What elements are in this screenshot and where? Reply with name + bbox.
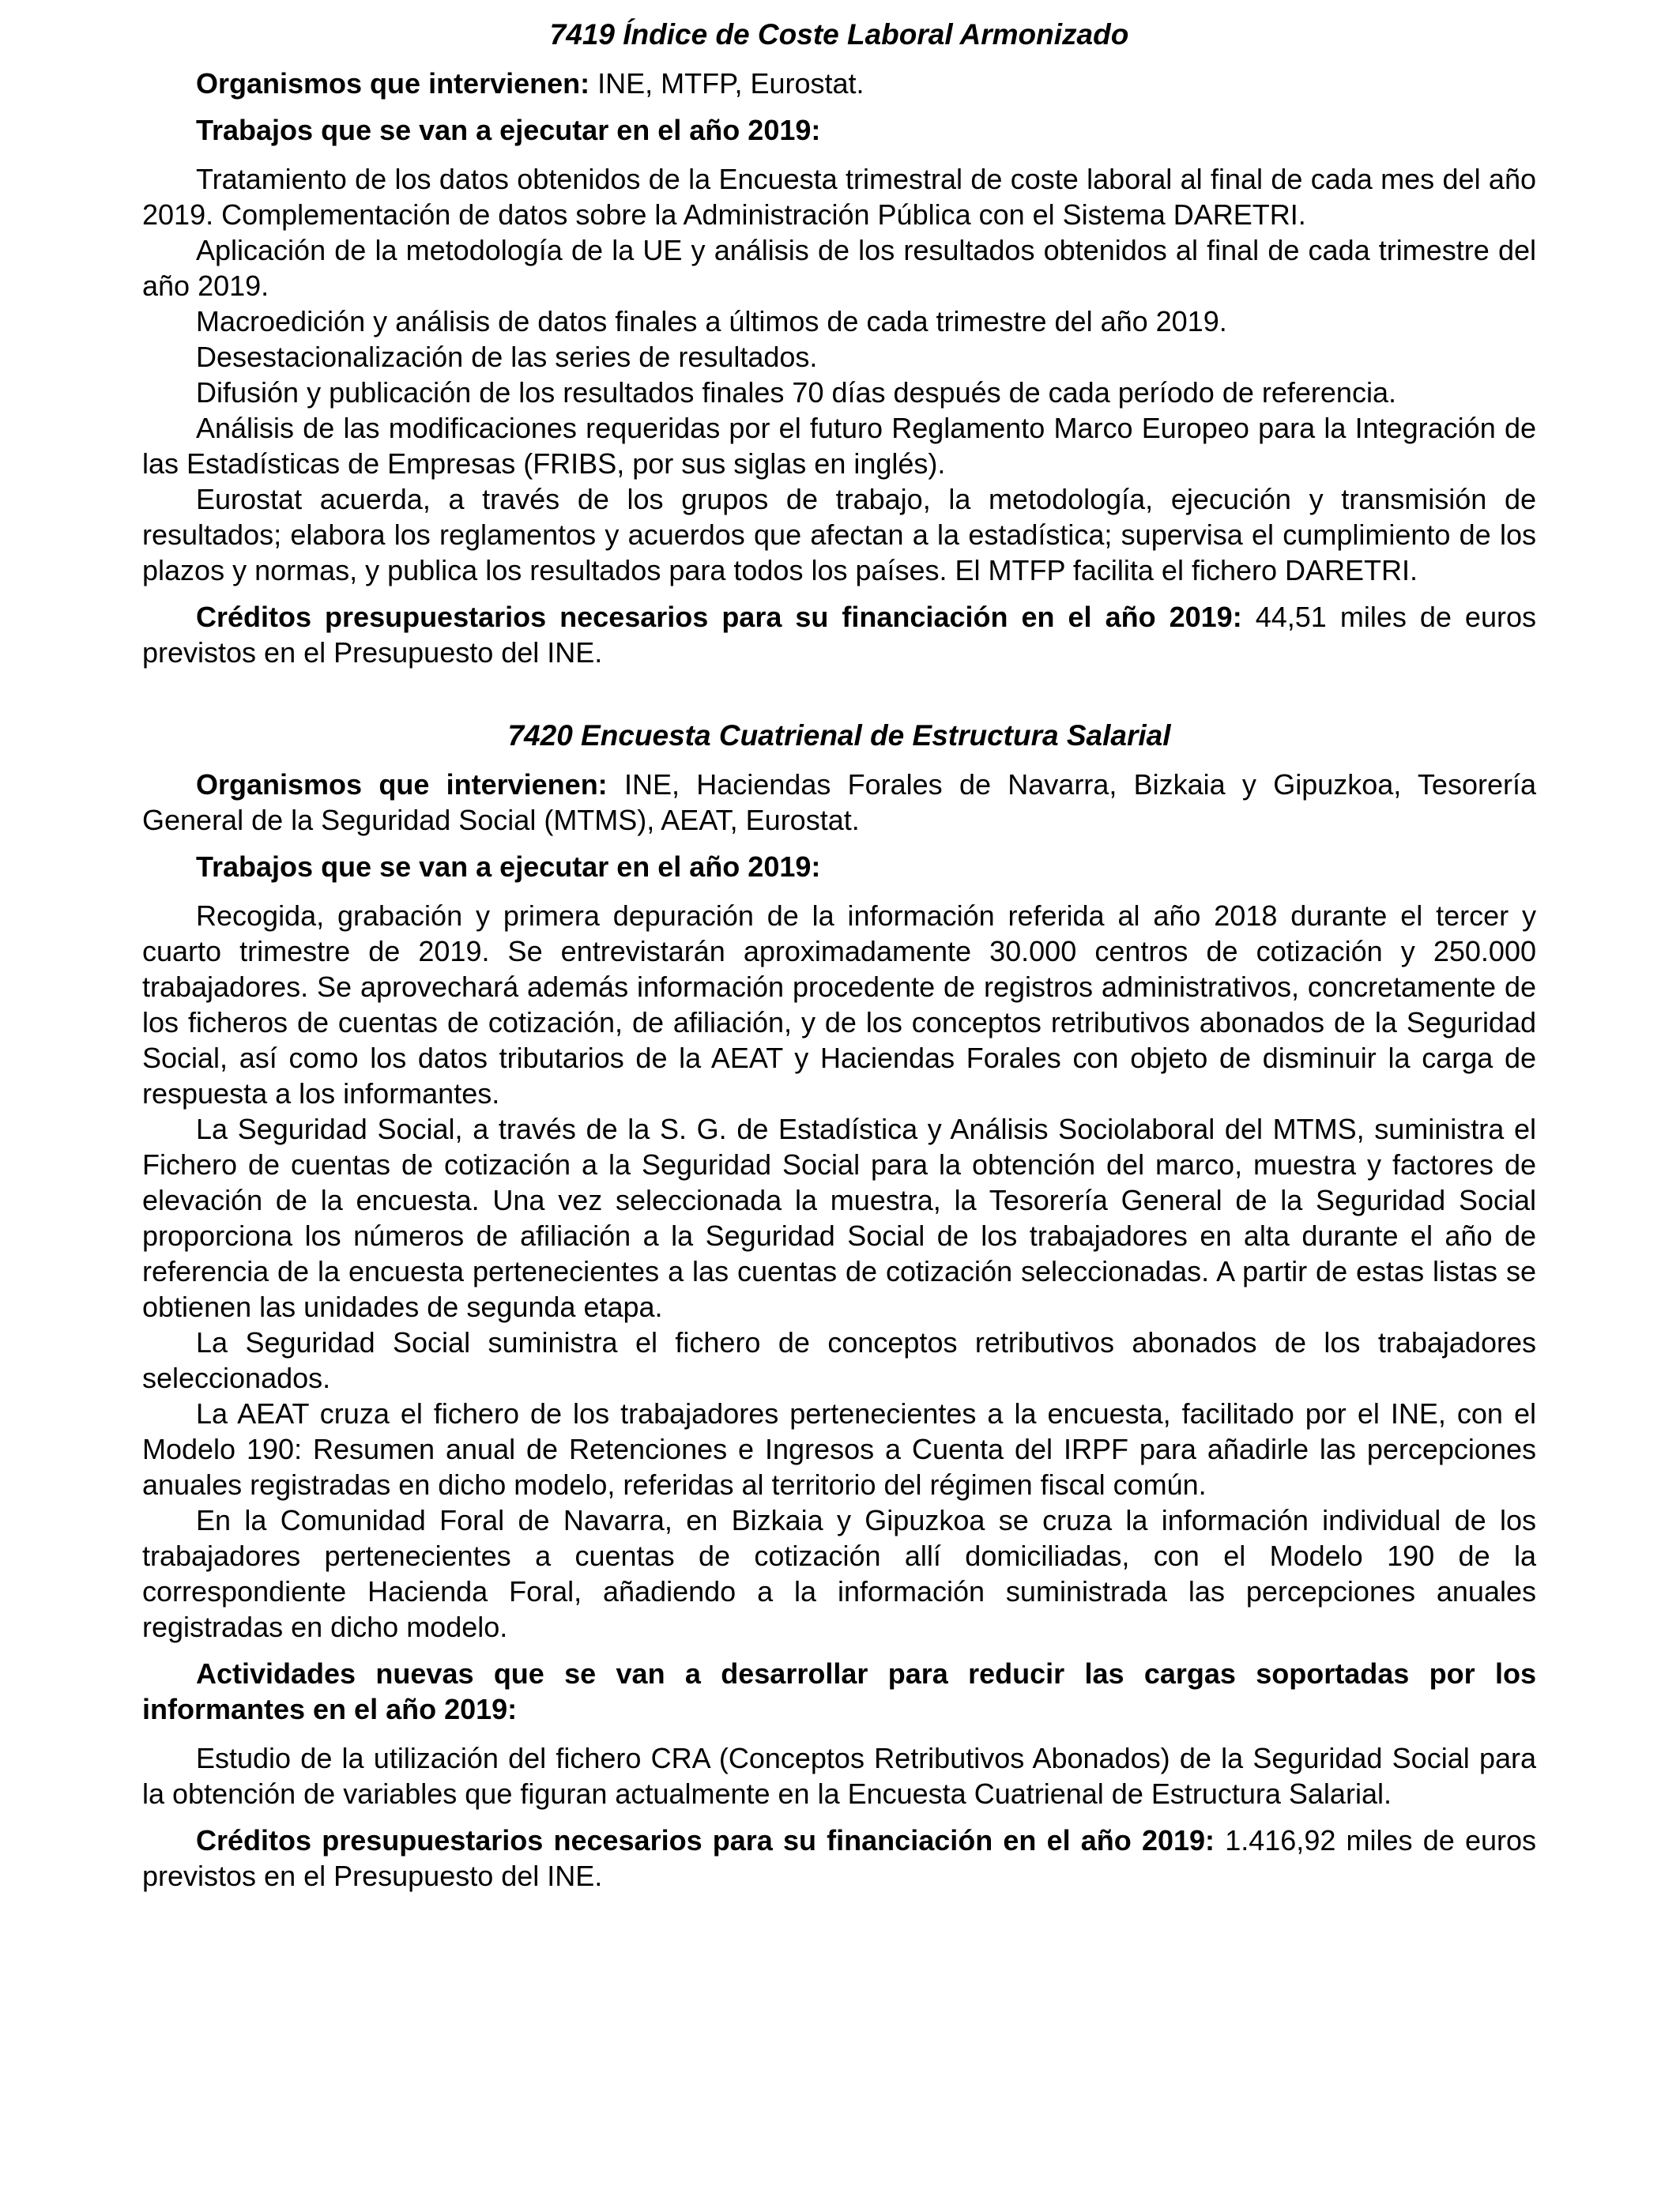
- actividades-paragraph: Estudio de la utilización del fichero CRA (Conceptos Retributivos Abonados) de la Seguridad Social para la obtención de variables que figuran actualmente en la Encuesta Cuatrienal de Estructura Salarial.: [142, 1742, 1536, 1810]
- creditos-paragraph: [142, 599, 1536, 670]
- body-paragraph: Desestacionalización de las series de resultados.: [196, 341, 818, 373]
- creditos-paragraph: [142, 1823, 1536, 1894]
- actividades-heading-text: Actividades nuevas que se van a desarrollar para reducir las cargas soportadas por los informantes en el año 2019:: [142, 1657, 1536, 1725]
- creditos-label: Créditos presupuestarios necesarios para su financiación en el año 2019:: [196, 601, 1242, 633]
- creditos-label: Créditos presupuestarios necesarios para su financiación en el año 2019:: [196, 1824, 1215, 1857]
- body-paragraph: Difusión y publicación de los resultados finales 70 días después de cada período de referencia.: [196, 376, 1396, 409]
- trabajos-heading: [142, 849, 1536, 884]
- body-paragraph: Aplicación de la metodología de la UE y análisis de los resultados obtenidos al final de cada trimestre del año 2019.: [142, 234, 1536, 302]
- body-paragraph: En la Comunidad Foral de Navarra, en Bizkaia y Gipuzkoa se cruza la información individual de los trabajadores pertenecientes a cuentas de cotización allí domiciliadas, con el Modelo 190 de la correspondiente Hacienda Foral, añadiendo a la información suministrada las percepciones anuales registradas en dicho modelo.: [142, 1504, 1536, 1643]
- trabajos-heading-text: Trabajos que se van a ejecutar en el año 2019:: [196, 114, 821, 146]
- body-paragraph: Recogida, grabación y primera depuración de la información referida al año 2018 durante el tercer y cuarto trimestre de 2019. Se entrevistarán aproximadamente 30.000 centros de cotización y 250.000 trabajadores. Se aprovechará además información procedente de registros administrativos, concretamente de los ficheros de cuentas de cotización, de afiliación, y de los conceptos retributivos abonados de la Seguridad Social, así como los datos tributarios de la AEAT y Haciendas Forales con objeto de disminuir la carga de respuesta a los informantes.: [142, 899, 1536, 1110]
- body-paragraph: Eurostat acuerda, a través de los grupos de trabajo, la metodología, ejecución y transmisión de resultados; elabora los reglamentos y acuerdos que afectan a la estadística; supervisa el cumplimiento de los plazos y normas, y publica los resultados para todos los países. El MTFP facilita el fichero DARETRI.: [142, 483, 1536, 586]
- body-paragraph: Macroedición y análisis de datos finales a últimos de cada trimestre del año 2019.: [196, 305, 1227, 337]
- body-paragraph: Análisis de las modificaciones requeridas por el futuro Reglamento Marco Europeo para la Integración de las Estadísticas de Empresas (FRIBS, por sus siglas en inglés).: [142, 412, 1536, 480]
- organismos-value: INE, MTFP, Eurostat.: [590, 67, 864, 100]
- body-paragraph: Tratamiento de los datos obtenidos de la Encuesta trimestral de coste laboral al final de cada mes del año 2019. Complementación de datos sobre la Administración Pública con el Sistema DARETRI.: [142, 163, 1536, 231]
- organismos-value: INE, Haciendas Forales de Navarra, Bizkaia y Gipuzkoa, Tesorería General de la Seguridad Social (MTMS), AEAT, Eurostat.: [142, 768, 1536, 836]
- organismos-paragraph: [142, 767, 1536, 838]
- actividades-heading: [142, 1656, 1536, 1727]
- section-7420: [142, 718, 1536, 1894]
- trabajos-heading: [142, 112, 1536, 148]
- body-paragraph: La AEAT cruza el fichero de los trabajadores pertenecientes a la encuesta, facilitado por el INE, con el Modelo 190: Resumen anual de Retenciones e Ingresos a Cuenta del IRPF para añadirle las percepciones anuales registradas en dicho modelo, referidas al territorio del régimen fiscal común.: [142, 1397, 1536, 1501]
- body-paragraph: La Seguridad Social suministra el fichero de conceptos retributivos abonados de los trabajadores seleccionados.: [142, 1326, 1536, 1394]
- organismos-paragraph: [142, 66, 1536, 101]
- section-7419: [142, 0, 1536, 670]
- body-paragraph: La Seguridad Social, a través de la S. G. de Estadística y Análisis Sociolaboral del MTMS, suministra el Fichero de cuentas de cotización a la Seguridad Social para la obtención del marco, muestra y factores de elevación de la encuesta. Una vez seleccionada la muestra, la Tesorería General de la Seguridad Social proporciona los números de afiliación a la Seguridad Social de los trabajadores en alta durante el año de referencia de la encuesta pertenecientes a las cuentas de cotización seleccionadas. A partir de estas listas se obtienen las unidades de segunda etapa.: [142, 1113, 1536, 1323]
- trabajos-heading-text: Trabajos que se van a ejecutar en el año 2019:: [196, 850, 821, 883]
- creditos-value: 44,51 miles de euros previstos en el Presupuesto del INE.: [142, 601, 1536, 669]
- section-title: 7419 Índice de Coste Laboral Armonizado: [549, 18, 1129, 51]
- creditos-value: 1.416,92 miles de euros previstos en el Presupuesto del INE.: [142, 1824, 1536, 1892]
- section-title: 7420 Encuesta Cuatrienal de Estructura Salarial: [507, 719, 1171, 752]
- document-page: [142, 0, 1536, 1894]
- organismos-label: Organismos que intervienen:: [196, 768, 608, 801]
- organismos-label: Organismos que intervienen:: [196, 67, 590, 100]
